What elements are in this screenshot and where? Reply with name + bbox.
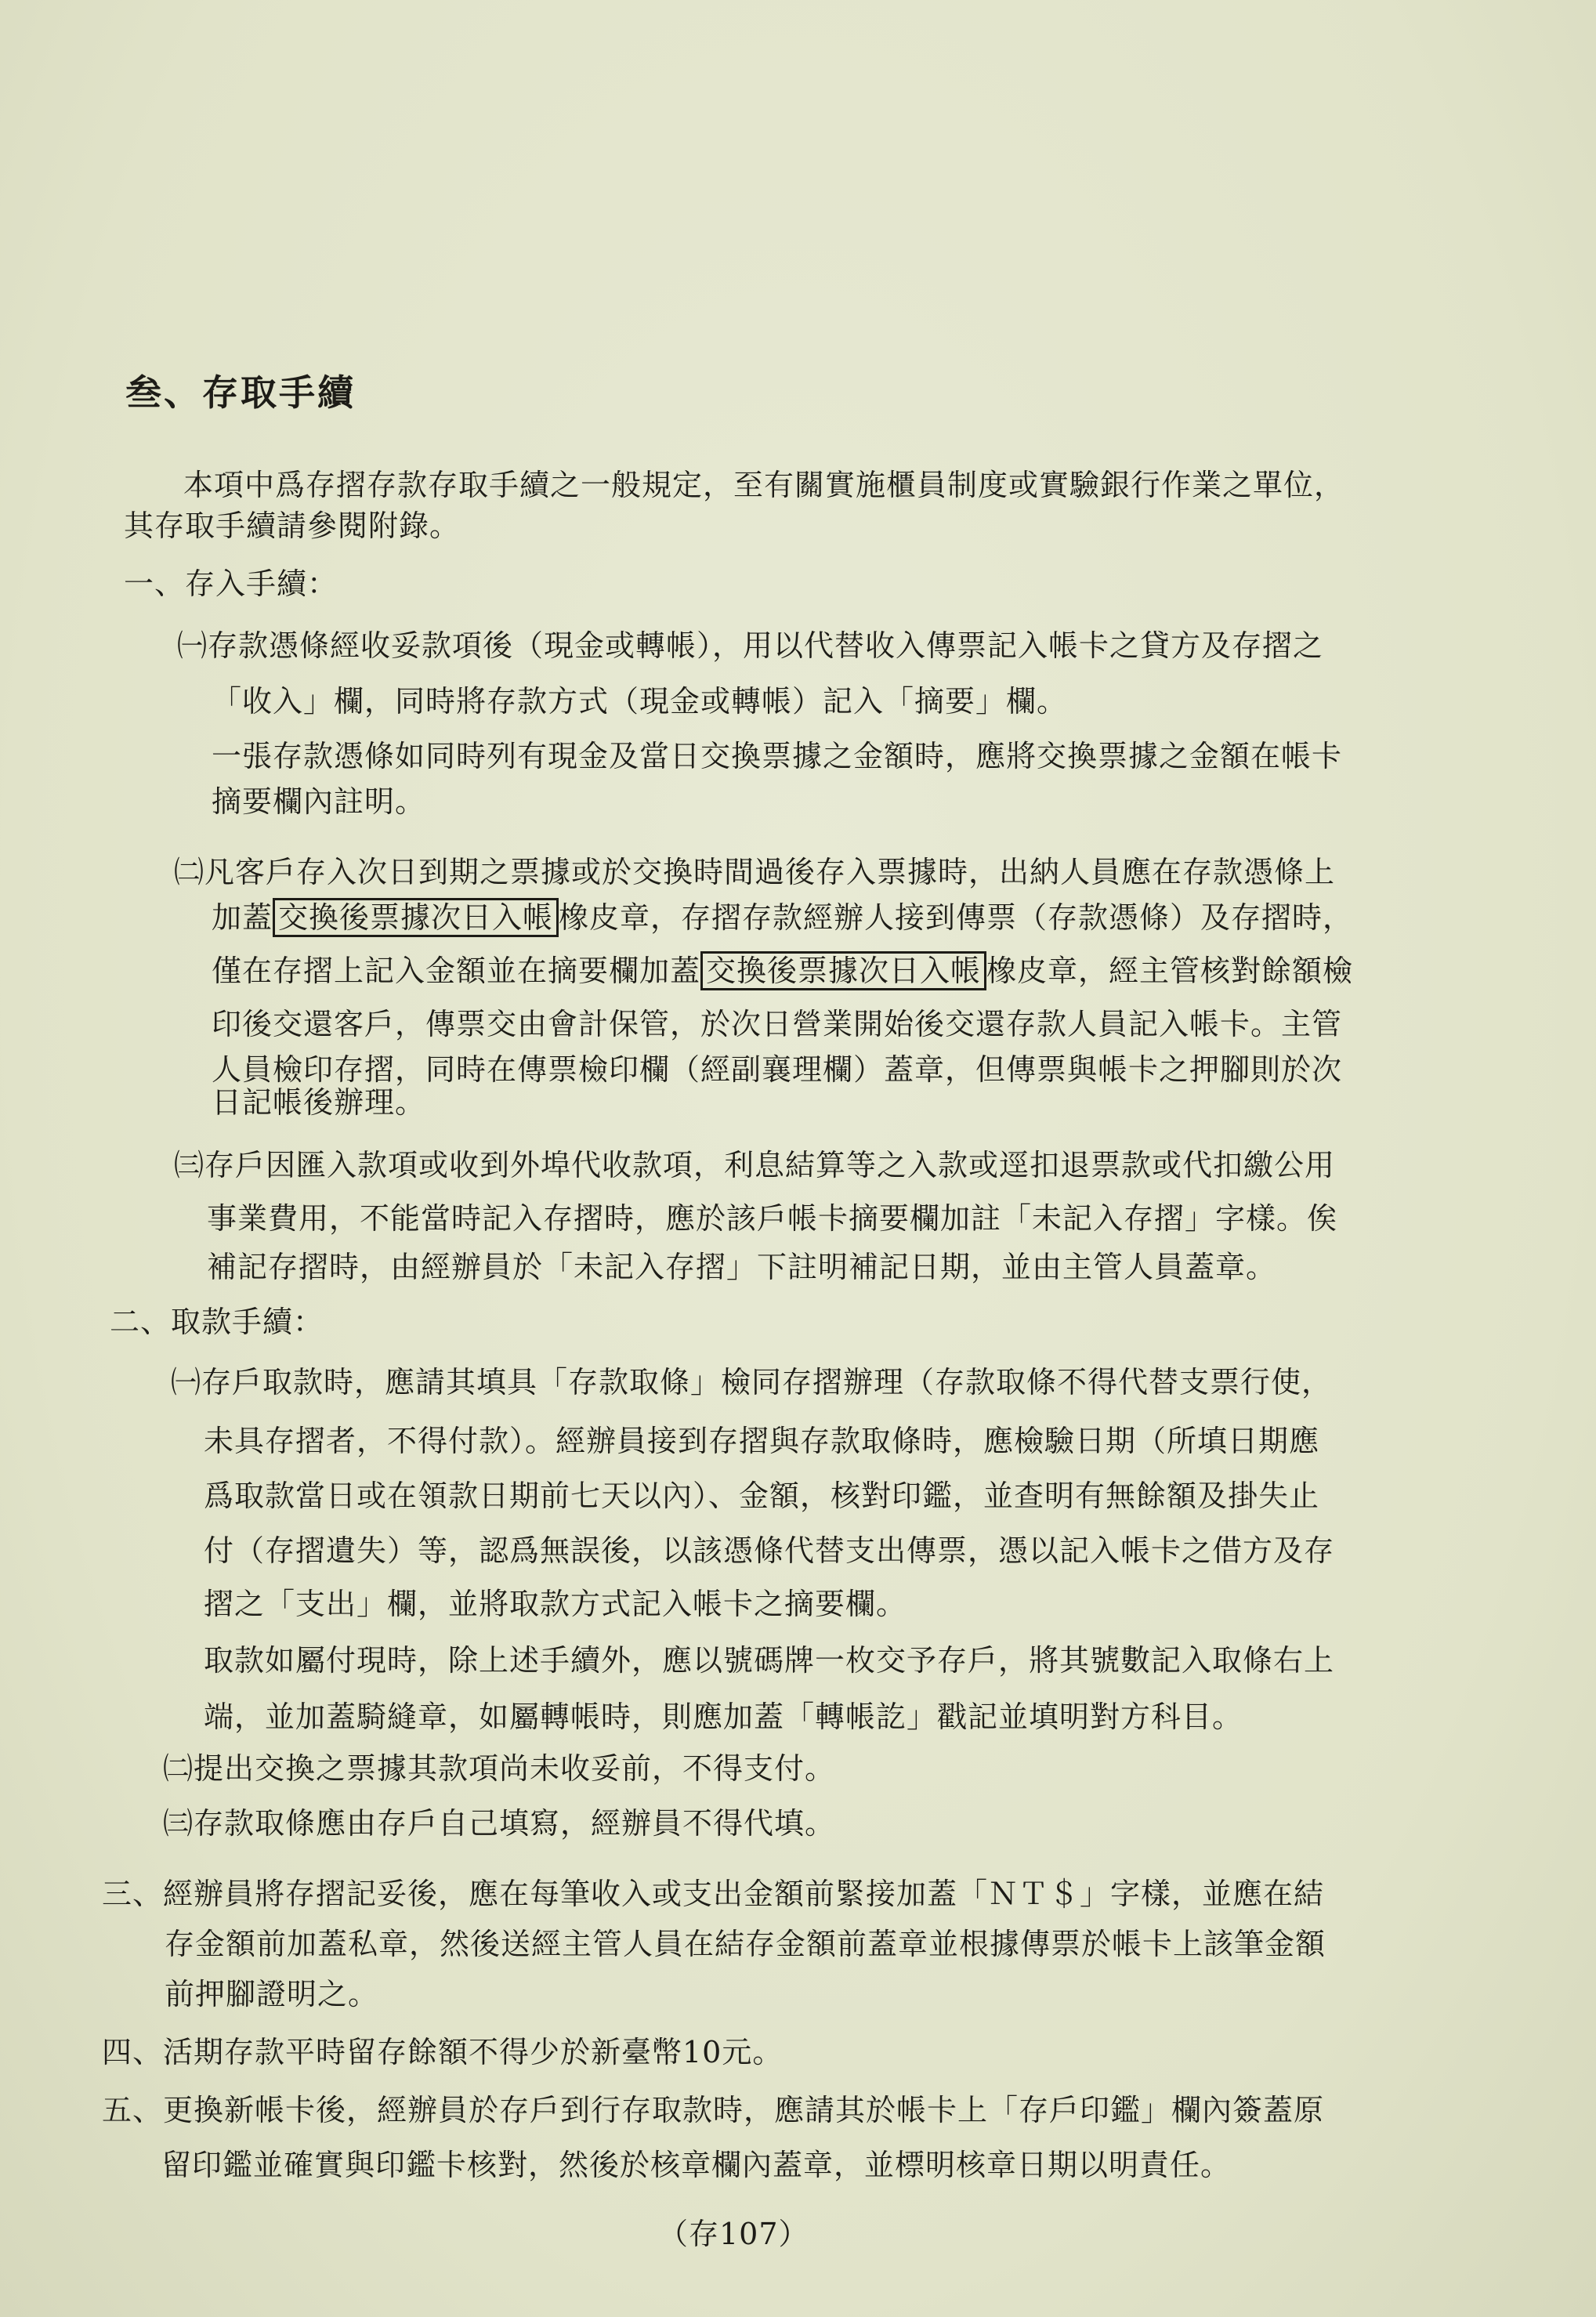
sec1-item1-line4: 摘要欄內註明。	[212, 784, 426, 819]
sec1-item1-line1: ㈠存款憑條經收妥款項後（現金或轉帳），用以代替收入傳票記入帳卡之貸方及存摺之	[177, 628, 1324, 663]
sec3-line3: 前押腳證明之。	[165, 1977, 379, 2011]
sec1-item3-line1: ㈢存戶因匯入款項或收到外埠代收款項，利息結算等之入款或逕扣退票款或代扣繳公用	[174, 1148, 1336, 1182]
sec2-item1-line2: 未具存摺者，不得付款）。經辦員接到存摺與存款取條時，應檢驗日期（所填日期應	[204, 1424, 1320, 1458]
text-segment: 僅在存摺上記入金額並在摘要欄加蓋	[212, 954, 701, 988]
sec2-item2: ㈡提出交換之票據其款項尚未收妥前，不得支付。	[163, 1751, 836, 1786]
intro-line-1: 本項中爲存摺存款存取手續之一般規定，至有關實施櫃員制度或實驗銀行作業之單位，	[183, 468, 1345, 502]
sec2-item1-line7: 端，並加蓋騎縫章，如屬轉帳時，則應加蓋「轉帳訖」戳記並填明對方科目。	[204, 1700, 1243, 1734]
text-segment: 加蓋	[212, 900, 273, 935]
text-segment: 橡皮章，經主管核對餘額檢	[986, 954, 1354, 988]
sec5-line1: 五、更換新帳卡後，經辦員於存戶到行存取款時，應請其於帳卡上「存戶印鑑」欄內簽蓋原	[102, 2093, 1325, 2127]
sec1-item3-line2: 事業費用，不能當時記入存摺時，應於該戶帳卡摘要欄加註「未記入存摺」字樣。俟	[207, 1201, 1338, 1236]
sec2-title: 二、取款手續：	[110, 1305, 324, 1339]
sec1-item2-line6: 日記帳後辦理。	[212, 1085, 426, 1120]
sec3-line1: 三、經辦員將存摺記妥後，應在每筆收入或支出金額前緊接加蓋「ＮＴ＄」字樣，並應在結	[102, 1877, 1325, 1911]
stamp-box: 交換後票據次日入帳	[273, 898, 559, 937]
sec1-item2-line1: ㈡凡客戶存入次日到期之票據或於交換時間過後存入票據時，出納人員應在存款憑條上	[174, 855, 1336, 889]
text-segment: 橡皮章，存摺存款經辦人接到傳票（存款憑條）及存摺時，	[559, 900, 1354, 935]
sec4-line: 四、活期存款平時留存餘額不得少於新臺幣10元。	[102, 2035, 784, 2069]
sec5-line2: 留印鑑並確實與印鑑卡核對，然後於核章欄內蓋章，並標明核章日期以明責任。	[161, 2148, 1232, 2182]
sec1-item2-line2	[212, 900, 1354, 935]
sec1-item1-line2: 「收入」欄，同時將存款方式（現金或轉帳）記入「摘要」欄。	[212, 684, 1068, 719]
sec1-item1-line3: 一張存款憑條如同時列有現金及當日交換票據之金額時，應將交換票據之金額在帳卡	[212, 739, 1343, 773]
bleed-through-text	[831, 359, 857, 397]
sec2-item1-line1: ㈠存戶取款時，應請其填具「存款取條」檢同存摺辦理（存款取條不得代替支票行使，	[171, 1365, 1333, 1399]
page-number: （存107）	[658, 2217, 809, 2251]
sec1-item2-line3	[212, 956, 1353, 986]
sec2-item1-line5: 摺之「支出」欄，並將取款方式記入帳卡之摘要欄。	[204, 1587, 907, 1621]
intro-line-2: 其存取手續請參閱附錄。	[124, 509, 461, 543]
sec1-item2-line4: 印後交還客戶，傳票交由會計保管，於次日營業開始後交還存款人員記入帳卡。主管	[212, 1007, 1343, 1041]
sec2-item1-line3: 爲取款當日或在領款日期前七天以內）、金額，核對印鑑，並查明有無餘額及掛失止	[204, 1479, 1320, 1513]
sec1-item2-line5: 人員檢印存摺，同時在傳票檢印欄（經副襄理欄）蓋章，但傳票與帳卡之押腳則於次	[212, 1052, 1343, 1087]
sec3-line2: 存金額前加蓋私章，然後送經主管人員在結存金額前蓋章並根據傳票於帳卡上該筆金額	[165, 1927, 1326, 1961]
sec2-item3: ㈢存款取條應由存戶自己填寫，經辦員不得代填。	[163, 1806, 836, 1841]
sec1-title: 一、存入手續：	[124, 567, 338, 601]
sec2-item1-line6: 取款如屬付現時，除上述手續外，應以號碼牌一枚交予存戶，將其號數記入取條右上	[204, 1643, 1335, 1678]
section-heading: 叁、存取手續	[125, 371, 356, 414]
sec2-item1-line4: 付（存摺遺失）等，認爲無誤後，以該憑條代替支出傳票，憑以記入帳卡之借方及存	[204, 1533, 1335, 1568]
sec1-item3-line3: 補記存摺時，由經辦員於「未記入存摺」下註明補記日期，並由主管人員蓋章。	[207, 1250, 1277, 1284]
stamp-box: 交換後票據次日入帳	[700, 951, 986, 990]
